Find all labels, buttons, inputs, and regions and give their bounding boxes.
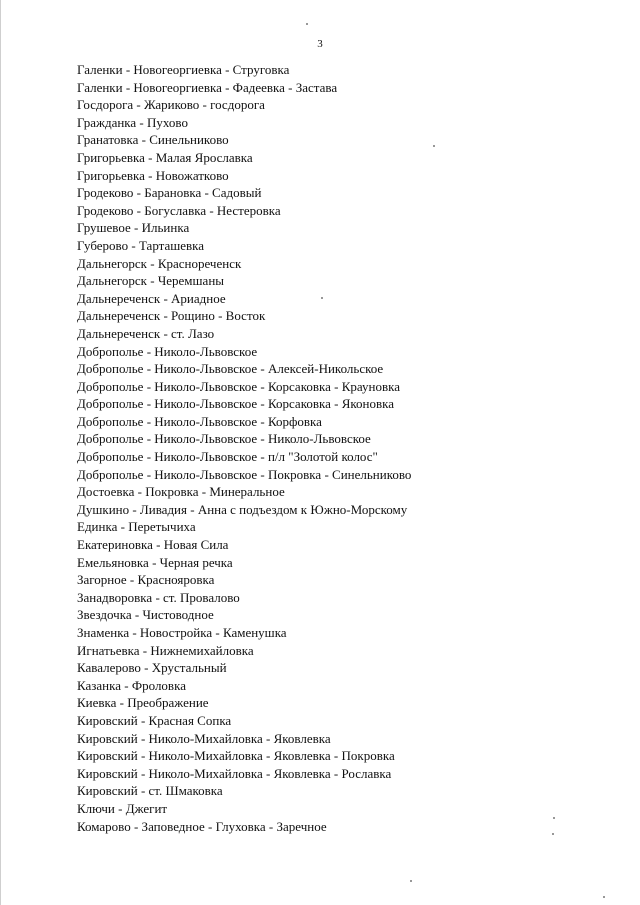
route-item: Звездочка - Чистоводное — [77, 607, 214, 623]
route-item: Комарово - Заповедное - Глуховка - Заречное — [77, 818, 327, 834]
route-item: Емельяновка - Черная речка — [77, 554, 233, 570]
route-item: Доброполье - Николо-Львовское - Николо-Львовское — [77, 431, 371, 447]
route-item: Знаменка - Новостройка - Каменушка — [77, 625, 287, 640]
route-item: Кавалерово - Хрустальный — [77, 660, 227, 676]
route-item: Казанка - Фроловка — [77, 677, 186, 693]
route-item: Игнатьевка - Нижнемихайловка — [77, 642, 254, 658]
route-item: Доброполье - Николо-Львовское - Корфовка — [77, 413, 322, 429]
route-item: Доброполье - Николо-Львовское — [77, 343, 258, 359]
route-item: Занадворовка - ст. Провалово — [77, 589, 240, 605]
route-item: Доброполье - Николо-Львовское - Корсаковка - Яконовка — [77, 396, 395, 412]
route-item: Дальнегорск - Черемшаны — [77, 273, 225, 289]
route-list — [77, 61, 411, 835]
route-item: Дальнереченск - Рощино - Восток — [77, 308, 266, 324]
route-item: Гродеково - Барановка - Садовый — [77, 185, 262, 201]
route-item: Кировский - Николо-Михайловка - Яковлевка — [77, 730, 331, 746]
route-item: Гранатовка - Синельниково — [77, 132, 229, 148]
route-item: Кировский - Красная Сопка — [77, 712, 232, 728]
scan-speck — [553, 817, 555, 819]
page-left-edge — [0, 0, 1, 905]
route-item: Екатериновка - Новая Сила — [77, 537, 229, 553]
scan-speck — [433, 145, 435, 147]
route-item: Губерово - Тарташевка — [77, 237, 205, 253]
route-item: Единка - Перетычиха — [77, 519, 196, 535]
route-item: Григорьевка - Малая Ярославка — [77, 149, 253, 165]
route-item: Гражданка - Пухово — [77, 114, 188, 130]
route-item: Ключи - Джегит — [77, 800, 168, 816]
route-item: Доброполье - Николо-Львовское - п/л "Золотой колос" — [77, 449, 378, 465]
route-item: Кировский - Николо-Михайловка - Яковлевка - Рославка — [77, 765, 392, 781]
route-item: Киевка - Преображение — [77, 695, 209, 711]
route-item: Дальнереченск - ст. Лазо — [77, 325, 215, 341]
route-item: Грушевое - Ильинка — [77, 220, 190, 236]
scan-speck — [306, 23, 308, 25]
route-item: Душкино - Ливадия - Анна с подъездом к Южно-Морскому — [77, 501, 408, 517]
route-item: Гродеково - Богуславка - Нестеровка — [77, 202, 281, 218]
route-item: Загорное - Краснояровка — [77, 572, 215, 588]
route-item: Достоевка - Покровка - Минеральное — [77, 484, 285, 500]
route-item: Доброполье - Николо-Львовское - Корсаковка - Крауновка — [77, 378, 400, 394]
route-item: Доброполье - Николо-Львовское - Алексей-Никольское — [77, 361, 384, 377]
scan-speck — [410, 880, 412, 882]
route-item: Кировский - ст. Шмаковка — [77, 783, 223, 799]
page-number: 3 — [317, 38, 323, 50]
scan-speck — [321, 297, 323, 299]
route-item: Дальнегорск - Краснореченск — [77, 255, 242, 271]
route-item: Госдорога - Жариково - госдорога — [77, 97, 265, 113]
route-item: Дальнереченск - Ариадное — [77, 290, 226, 306]
scan-speck — [603, 896, 605, 898]
route-item: Григорьевка - Новожатково — [77, 167, 229, 183]
route-item: Галенки - Новогеоргиевка - Фадеевка - Застава — [77, 79, 338, 95]
route-item: Доброполье - Николо-Львовское - Покровка - Синельниково — [77, 466, 412, 482]
route-item: Кировский - Николо-Михайловка - Яковлевка - Покровка — [77, 748, 395, 764]
route-item: Галенки - Новогеоргиевка - Струговка — [77, 62, 290, 77]
scan-speck — [552, 833, 554, 835]
